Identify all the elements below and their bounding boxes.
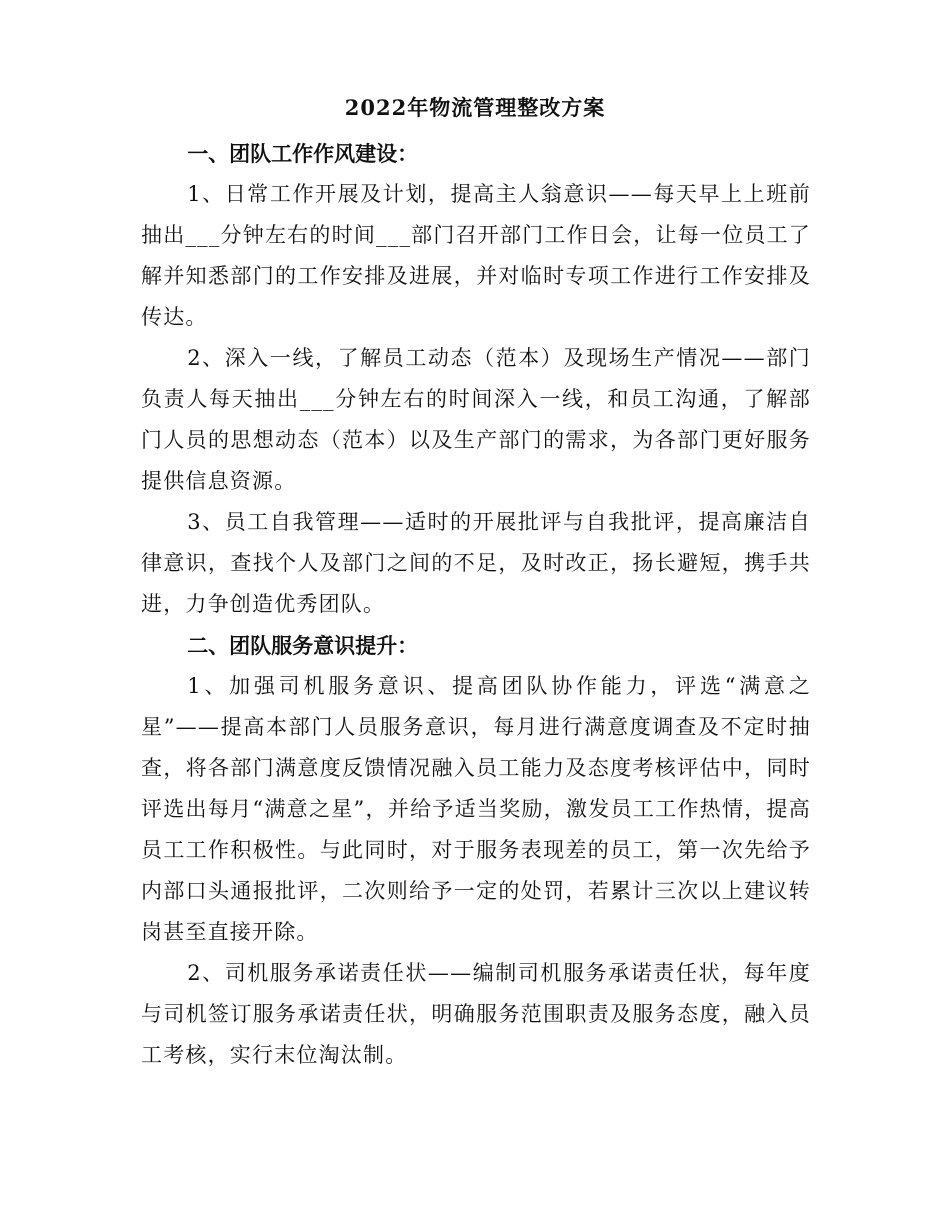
document-title: 2022年物流管理整改方案 — [344, 95, 606, 120]
document-body — [141, 133, 811, 1076]
paragraph-daily-work: 1、日常工作开展及计划，提高主人翁意识——每天早上上班前抽出___分钟左右的时间___部门召开部门工作日会，让每一位员工了解并知悉部门的工作安排及进展，并对临时专项工作进行工作安排及传达。 — [141, 182, 811, 329]
section-heading-team-style: 一、团队工作作风建设： — [187, 141, 419, 166]
paragraph-driver-service: 1、加强司机服务意识、提高团队协作能力，评选“满意之星”——提高本部门人员服务意识，每月进行满意度调查及不定时抽查，将各部门满意度反馈情况融入员工能力及态度考核评估中，同时评选出每月“满意之星”，并给予适当奖励，激发员工工作热情，提高员工工作积极性。与此同时，对于服务表现差的员工，第一次先给予内部口头通报批评，二次则给予一定的处罚，若累计三次以上建议转岗甚至直接开除。 — [141, 674, 811, 944]
paragraph-frontline: 2、深入一线，了解员工动态（范本）及现场生产情况——部门负责人每天抽出___分钟左右的时间深入一线，和员工沟通，了解部门人员的思想动态（范本）以及生产部门的需求，为各部门更好服务提供信息资源。 — [141, 346, 811, 493]
paragraph-service-commitment: 2、司机服务承诺责任状——编制司机服务承诺责任状，每年度与司机签订服务承诺责任状，明确服务范围职责及服务态度，融入员工考核，实行末位淘汰制。 — [141, 961, 811, 1067]
section-heading-service-awareness: 二、团队服务意识提升： — [187, 633, 419, 658]
paragraph-self-management: 3、员工自我管理——适时的开展批评与自我批评，提高廉洁自律意识，查找个人及部门之间的不足，及时改正，扬长避短，携手共进，力争创造优秀团队。 — [141, 510, 811, 616]
